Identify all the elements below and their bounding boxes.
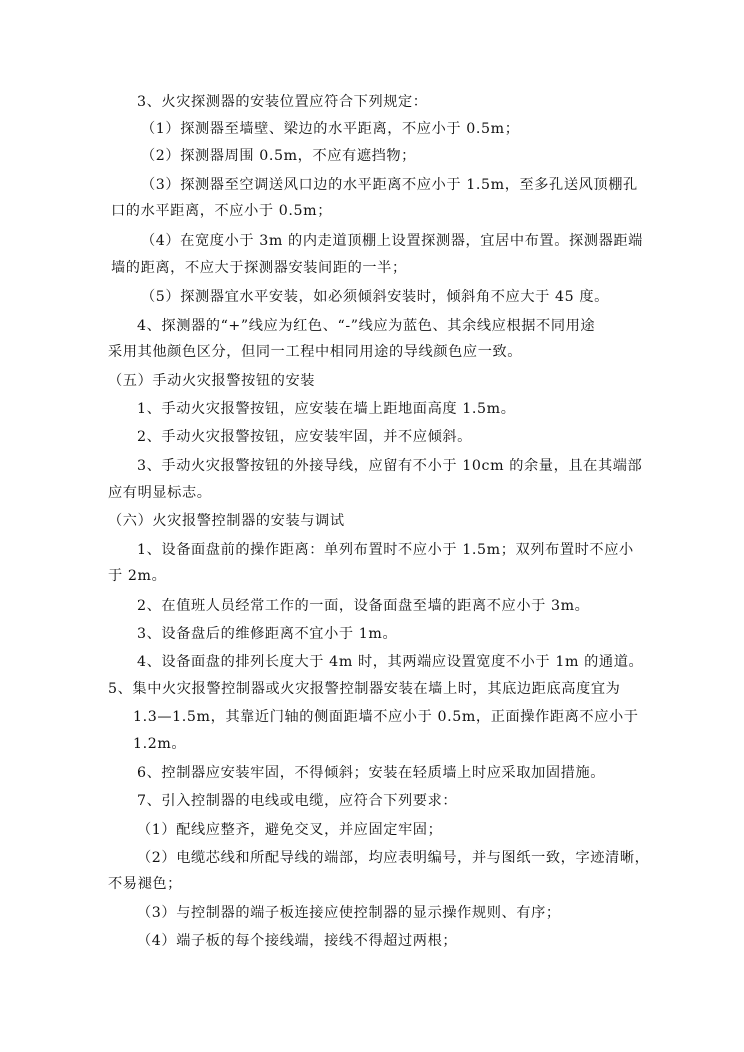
text-line: 2、手动火灾报警按钮，应安装牢固，并不应倾斜。: [137, 429, 472, 445]
text-line: （4）在宽度小于 3m 的内走道顶棚上设置探测器，宜居中布置。探测器距端: [141, 233, 643, 249]
text-line: 不易褪色；: [108, 876, 182, 892]
text-line: 5、集中火灾报警控制器或火灾报警控制器安装在墙上时，其底边距底高度宜为: [108, 681, 621, 697]
text-line: 采用其他颜色区分，但同一工程中相同用途的导线颜色应一致。: [108, 344, 523, 360]
text-line: 应有明显标志。: [108, 485, 212, 501]
text-line: 2、在值班人员经常工作的一面，设备面盘至墙的距离不应小于 3m。: [137, 598, 590, 614]
text-line: 1、手动火灾报警按钮，应安装在墙上距地面高度 1.5m。: [137, 401, 516, 417]
text-line: 1、设备面盘前的操作距离：单列布置时不应小于 1.5m；双列布置时不应小: [137, 542, 634, 558]
text-line: 3、火灾探测器的安装位置应符合下列规定：: [137, 94, 428, 110]
text-line: （1）探测器至墙壁、梁边的水平距离，不应小于 0.5m；: [141, 121, 520, 137]
text-line: 3、设备盘后的维修距离不宜小于 1m。: [137, 626, 398, 642]
text-line: （4）端子板的每个接线端，接线不得超过两根；: [137, 933, 458, 949]
section-heading: （五）手动火灾报警按钮的安装: [108, 373, 316, 389]
text-line: 6、控制器应安装牢固，不得倾斜；安装在轻质墙上时应采取加固措施。: [137, 765, 606, 781]
text-line: 4、设备面盘的排列长度大于 4m 时，其两端应设置宽度不小于 1m 的通道。: [137, 654, 644, 670]
text-line: 口的水平距离，不应小于 0.5m；: [111, 203, 332, 219]
text-line: 于 2m。: [108, 568, 167, 584]
text-line: 7、引入控制器的电线或电缆，应符合下列要求：: [137, 793, 458, 809]
text-line: （3）探测器至空调送风口边的水平距离不应小于 1.5m，至多孔送风顶棚孔: [141, 177, 638, 193]
text-line: 3、手动火灾报警按钮的外接导线，应留有不小于 10cm 的余量，且在其端部: [137, 458, 643, 474]
text-line: 1.3—1.5m，其靠近门轴的侧面距墙不应小于 0.5m，正面操作距离不应小于: [133, 709, 639, 725]
text-line: （3）与控制器的端子板连接应使控制器的显示操作规则、有序；: [137, 905, 561, 921]
text-line: 墙的距离，不应大于探测器安装间距的一半；: [111, 260, 407, 276]
text-line: （5）探测器宜水平安装，如必须倾斜安装时，倾斜角不应大于 45 度。: [141, 289, 609, 305]
text-line: （1）配线应整齐，避免交叉，并应固定牢固；: [137, 822, 443, 838]
text-line: （2）探测器周围 0.5m，不应有遮挡物；: [141, 148, 416, 164]
text-line: 4、探测器的“+”线应为红色、“-”线应为蓝色、其余线应根据不同用途: [137, 318, 596, 334]
section-heading: （六）火灾报警控制器的安装与调试: [108, 513, 345, 529]
text-line: （2）电缆芯线和所配导线的端部，均应表明编号，并与图纸一致，字迹清晰，: [137, 850, 650, 866]
text-line: 1.2m。: [133, 736, 187, 752]
